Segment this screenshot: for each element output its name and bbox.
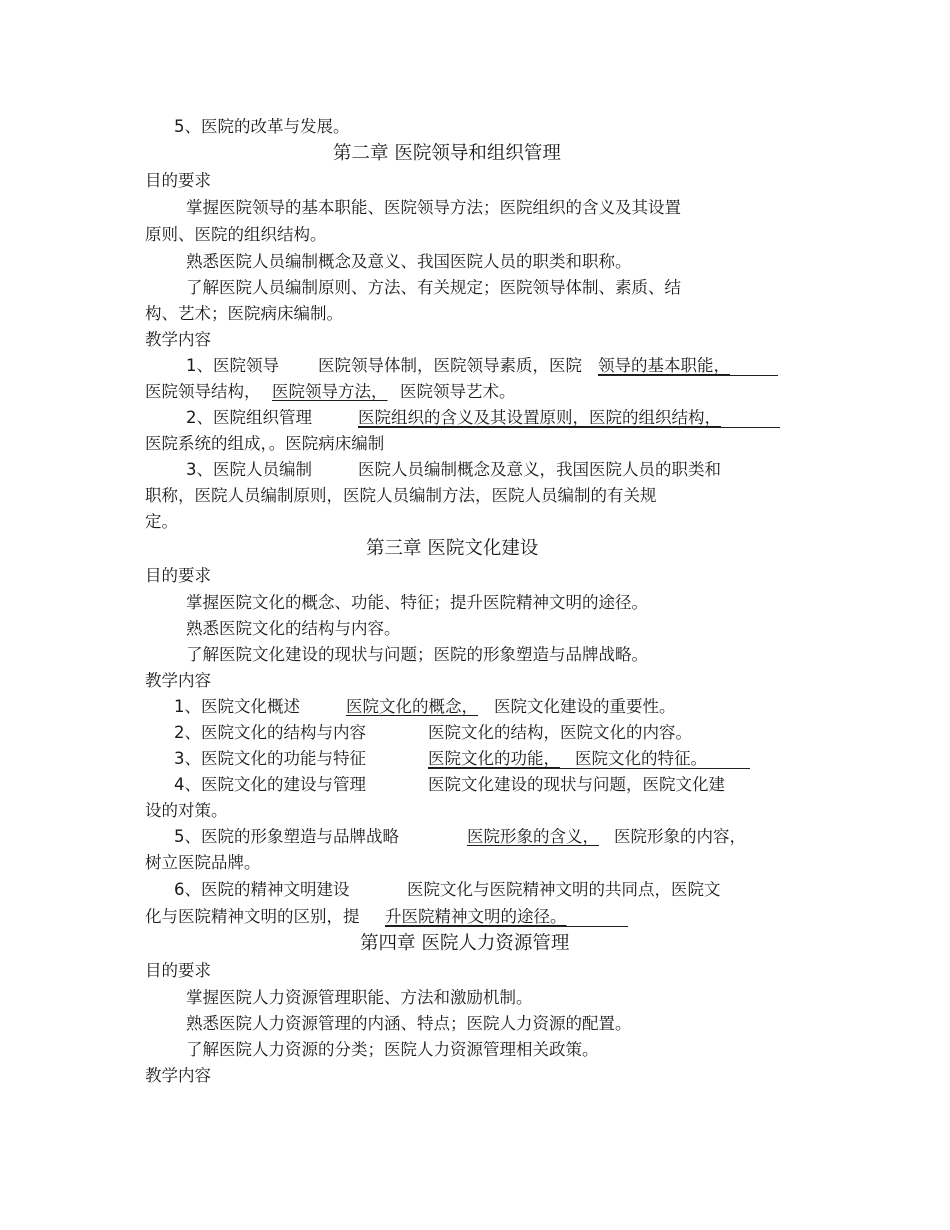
item-title: 2、医院组织管理: [186, 408, 312, 427]
text-line: 原则、医院的组织结构。: [145, 225, 327, 244]
chapter-3-heading: 第三章 医院文化建设: [366, 538, 539, 559]
underlined-text: 医院领导方法，: [272, 382, 388, 401]
text-line: 定。: [145, 512, 178, 531]
item-title: 3、医院人员编制: [186, 460, 312, 479]
chapter-4-heading: 第四章 医院人力资源管理: [360, 933, 570, 954]
underlined-text: 医院组织的含义及其设置原则，医院的组织结构，: [358, 408, 721, 427]
item-text: 医院文化建设的重要性。: [494, 697, 676, 716]
text-line: 构、艺术；医院病床编制。: [145, 304, 343, 323]
underlined-text: 升医院精神文明的途径。: [385, 907, 567, 926]
item-title: 1、医院文化概述: [174, 697, 300, 716]
text-line: 了解医院人员编制原则、方法、有关规定；医院领导体制、素质、结: [186, 278, 681, 297]
item-text: 医院领导体制，医院领导素质，医院: [318, 356, 582, 375]
text-line: 树立医院品牌。: [145, 853, 261, 872]
item-text: 医院文化的结构，医院文化的内容。: [428, 723, 692, 742]
underlined-text: 医院文化的功能，: [428, 749, 560, 768]
text-line: 熟悉医院文化的结构与内容。: [186, 619, 401, 638]
text-line: 医院系统的组成，。医院病床编制: [145, 434, 385, 453]
text-line: 设的对策。: [145, 801, 228, 820]
underlined-text: 医院文化的概念，: [346, 697, 478, 716]
item-text: 医院形象的内容，: [614, 827, 746, 846]
item-text: 医院领导艺术。: [400, 382, 516, 401]
text-line: 熟悉医院人员编制概念及意义、我国医院人员的职类和职称。: [186, 252, 632, 271]
text-line: 5、医院的改革与发展。: [174, 117, 350, 136]
section-label: 教学内容: [145, 1066, 211, 1085]
item-text: 医院文化的特征。: [575, 749, 707, 768]
item-title: 4、医院文化的建设与管理: [174, 775, 366, 794]
section-label: 教学内容: [145, 330, 211, 349]
text-line: 了解医院人力资源的分类；医院人力资源管理相关政策。: [186, 1040, 599, 1059]
text-line: 掌握医院文化的概念、功能、特征；提升医院精神文明的途径。: [186, 593, 648, 612]
section-label: 教学内容: [145, 671, 211, 690]
text-line: 了解医院文化建设的现状与问题；医院的形象塑造与品牌战略。: [186, 645, 648, 664]
item-text: 医院人员编制概念及意义，我国医院人员的职类和: [358, 460, 721, 479]
text-line: 掌握医院人力资源管理职能、方法和激励机制。: [186, 988, 533, 1007]
underlined-text: 医院形象的含义，: [467, 827, 599, 846]
text-line: 熟悉医院人力资源管理的内涵、特点；医院人力资源的配置。: [186, 1014, 632, 1033]
text-line: 掌握医院领导的基本职能、医院领导方法；医院组织的含义及其设置: [186, 198, 681, 217]
item-title: 5、医院的形象塑造与品牌战略: [174, 827, 399, 846]
underline-rule: [358, 427, 780, 428]
underline-rule: [428, 768, 750, 769]
section-label: 目的要求: [145, 566, 211, 585]
underline-rule: [598, 375, 778, 376]
item-text: 医院领导结构，: [145, 382, 261, 401]
underlined-text: 领导的基本职能，: [598, 356, 730, 375]
text-line: 化与医院精神文明的区别，提: [145, 907, 360, 926]
item-title: 1、医院领导: [186, 356, 279, 375]
text-line: 职称，医院人员编制原则，医院人员编制方法，医院人员编制的有关规: [145, 486, 657, 505]
item-title: 3、医院文化的功能与特征: [174, 749, 366, 768]
underline-rule: [385, 926, 628, 927]
section-label: 目的要求: [145, 961, 211, 980]
item-text: 医院文化与医院精神文明的共同点，医院文: [407, 880, 721, 899]
section-label: 目的要求: [145, 171, 211, 190]
chapter-2-heading: 第二章 医院领导和组织管理: [333, 143, 561, 164]
item-title: 2、医院文化的结构与内容: [174, 723, 366, 742]
item-text: 医院文化建设的现状与问题，医院文化建: [428, 775, 725, 794]
item-title: 6、医院的精神文明建设: [174, 880, 350, 899]
